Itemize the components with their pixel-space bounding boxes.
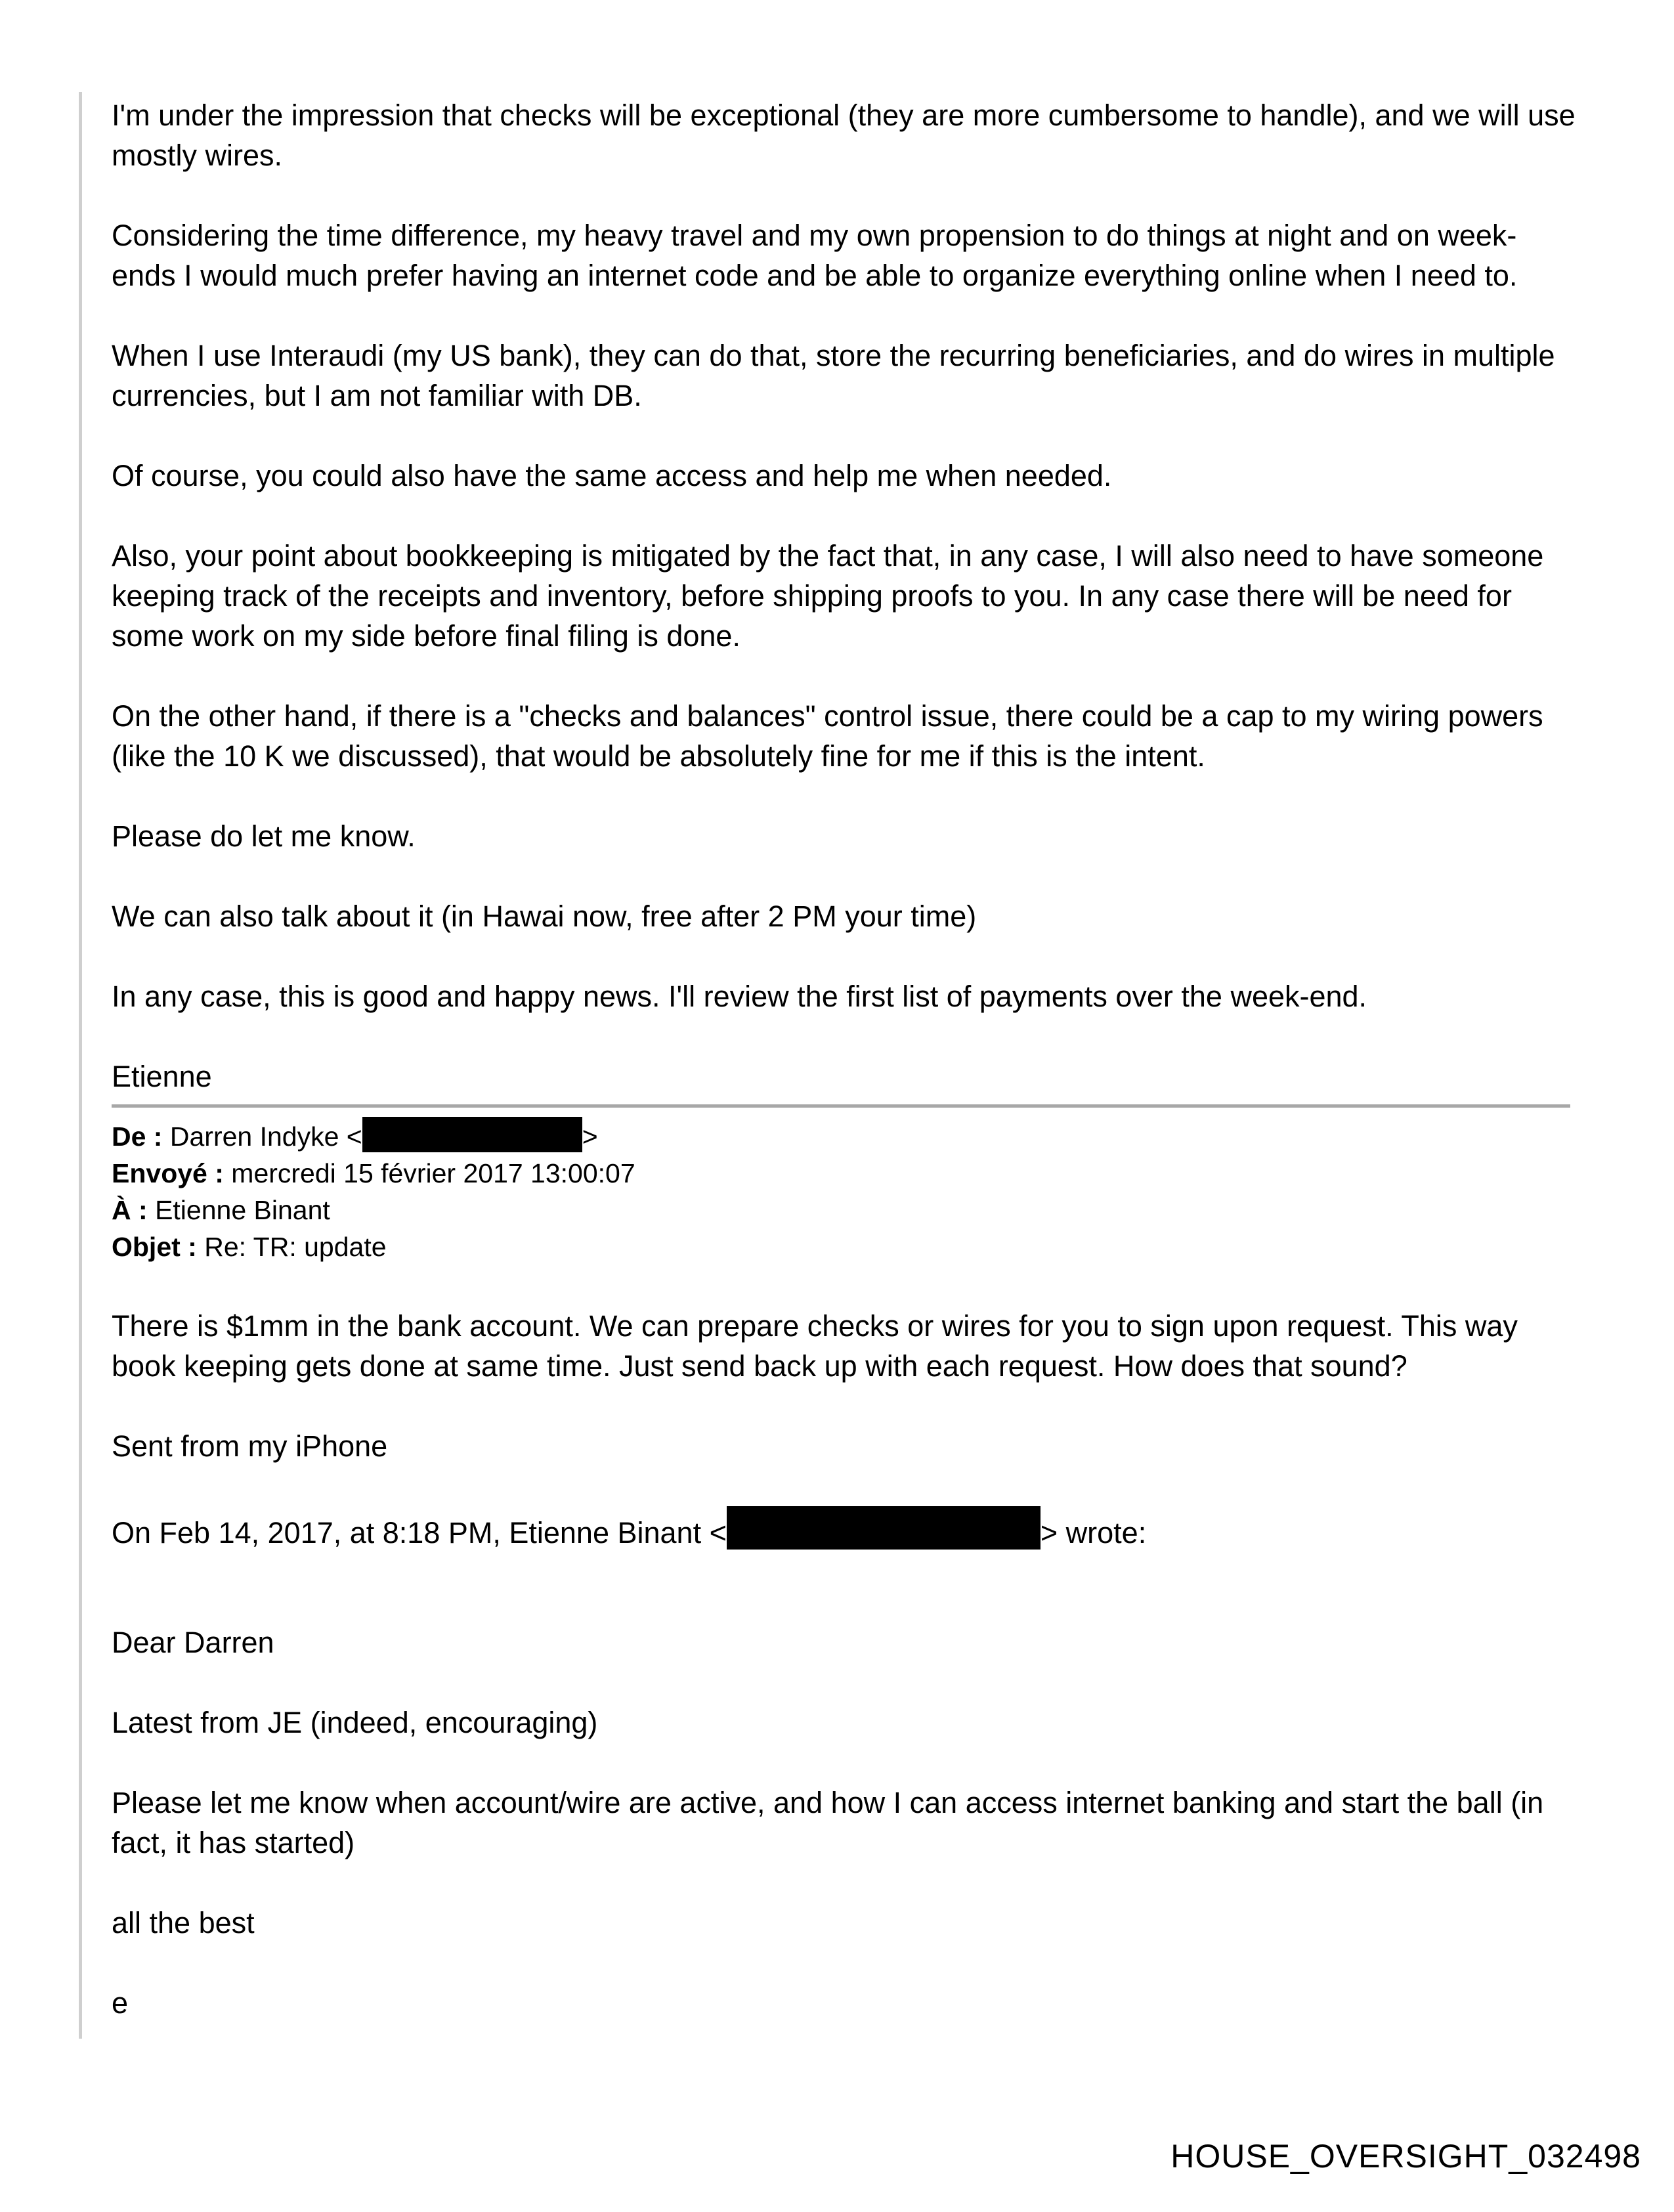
original-greeting: Dear Darren xyxy=(112,1626,274,1659)
body-paragraph-5: Also, your point about bookkeeping is mitigated by the fact that, in any case, I will also need to have someone keeping track of the receipts and inventory, before shipping proofs to you. In any case there will be need for some work on my side before final filing is done. xyxy=(112,539,1544,653)
header-separator xyxy=(112,1104,1570,1108)
body-paragraph-3: When I use Interaudi (my US bank), they can do that, store the recurring beneficiaries, and do wires in multiple currencies, but I am not familiar with DB. xyxy=(112,339,1555,412)
body-paragraph-2: Considering the time difference, my heavy travel and my own propension to do things at night and on week-ends I would much prefer having an internet code and be able to organize everything online when I need to. xyxy=(112,219,1518,292)
attribution-start: On Feb 14, 2017, at 8:18 PM, Etienne Binant < xyxy=(112,1516,727,1550)
header-sent xyxy=(112,1155,1576,1192)
redaction-block xyxy=(727,1506,1041,1550)
email-content xyxy=(112,95,1576,2023)
original-closing: all the best xyxy=(112,1906,255,1940)
sent-value: mercredi 15 février 2017 13:00:07 xyxy=(231,1158,635,1188)
to-value: Etienne Binant xyxy=(155,1195,330,1225)
signature: Etienne xyxy=(112,1060,212,1093)
body-paragraph-4: Of course, you could also have the same access and help me when needed. xyxy=(112,459,1112,492)
reply-paragraph-1: There is $1mm in the bank account. We can prepare checks or wires for you to sign upon request. This way book keeping gets done at same time. Just send back up with each request. How does that sound? xyxy=(112,1309,1518,1383)
sent-label: Envoyé : xyxy=(112,1158,224,1188)
quote-bar xyxy=(79,92,82,2039)
redaction-block xyxy=(362,1117,582,1152)
body-paragraph-1: I'm under the impression that checks will be exceptional (they are more cumbersome to handle), and we will use mostly wires. xyxy=(112,98,1576,172)
body-paragraph-9: In any case, this is good and happy news. I'll review the first list of payments over the week-end. xyxy=(112,980,1367,1013)
body-paragraph-8: We can also talk about it (in Hawai now, free after 2 PM your time) xyxy=(112,900,977,933)
attribution-end: > wrote: xyxy=(1040,1516,1147,1550)
from-value: Darren Indyke < xyxy=(169,1121,362,1152)
body-paragraph-7: Please do let me know. xyxy=(112,819,416,853)
subject-value: Re: TR: update xyxy=(204,1232,387,1262)
header-to xyxy=(112,1192,1576,1228)
from-label: De : xyxy=(112,1121,163,1152)
original-paragraph-1: Latest from JE (indeed, encouraging) xyxy=(112,1706,598,1739)
forwarded-header xyxy=(112,1117,1576,1265)
subject-label: Objet : xyxy=(112,1232,197,1262)
sent-from-signature: Sent from my iPhone xyxy=(112,1429,388,1463)
reply-attribution xyxy=(112,1506,1576,1553)
to-label: À : xyxy=(112,1195,148,1225)
from-close: > xyxy=(582,1121,598,1152)
original-initial: e xyxy=(112,1986,129,2020)
header-subject xyxy=(112,1228,1576,1265)
original-paragraph-2: Please let me know when account/wire are active, and how I can access internet banking and start the ball (in fact, it has started) xyxy=(112,1786,1544,1859)
body-paragraph-6: On the other hand, if there is a "checks and balances" control issue, there could be a cap to my wiring powers (like the 10 K we discussed), that would be absolutely fine for me if this is the intent. xyxy=(112,699,1543,773)
header-from xyxy=(112,1117,1576,1155)
bates-number: HOUSE_OVERSIGHT_032498 xyxy=(1170,2138,1641,2175)
